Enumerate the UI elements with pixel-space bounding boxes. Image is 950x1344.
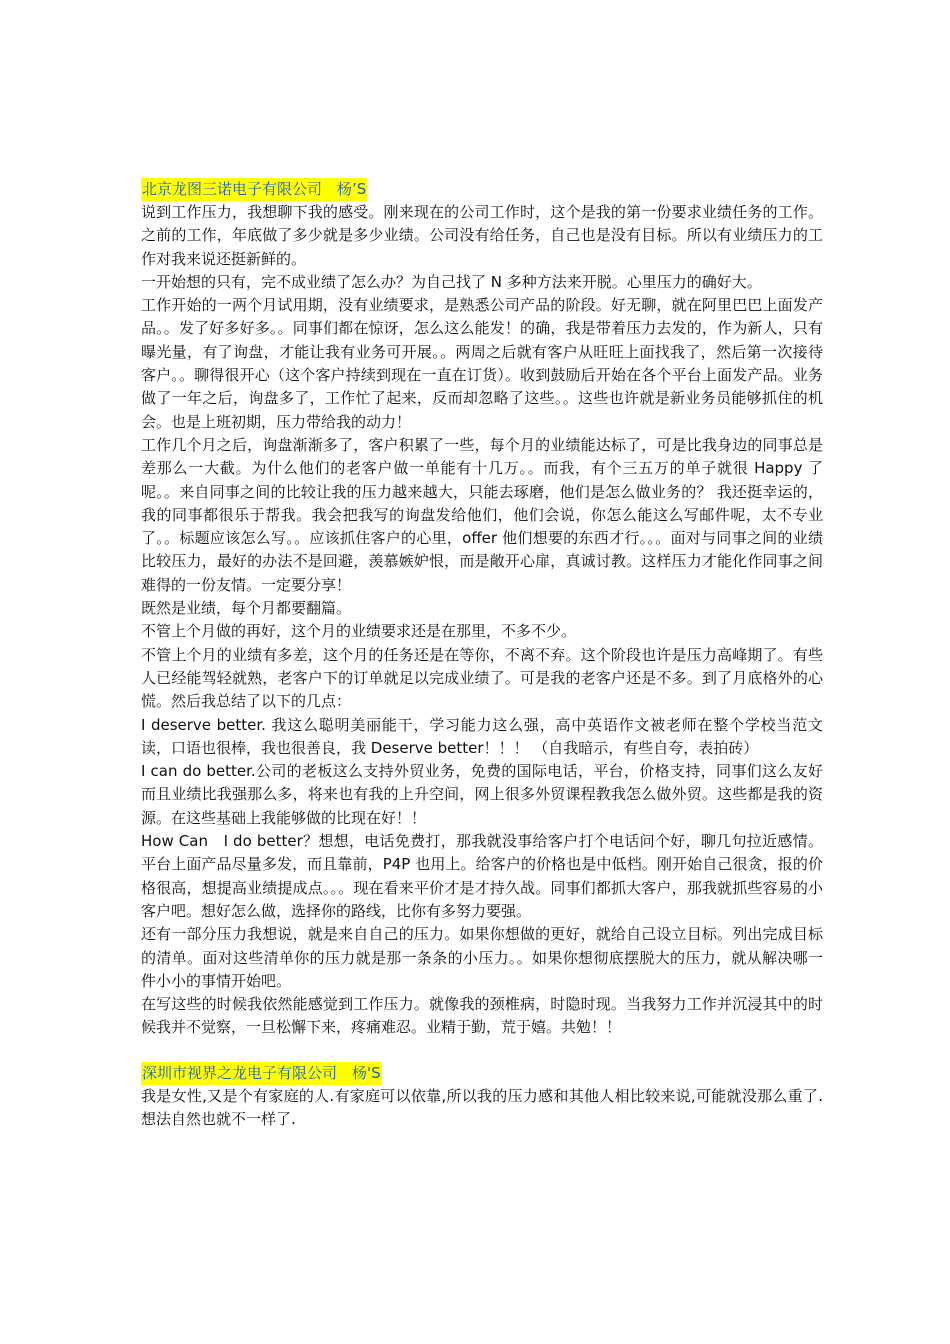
section-gap [141, 1040, 823, 1062]
paragraph: 一开始想的只有，完不成业绩了怎么办？为自己找了 N 多种方法来开脱。心里压力的确好大。 [141, 272, 762, 291]
paragraph: 我是女性,又是个有家庭的人.有家庭可以依靠,所以我的压力感和其他人相比较来说,可能就没那么重了.想法自然也就不一样了. [141, 1086, 823, 1128]
paragraph: 工作开始的一两个月试用期，没有业绩要求，是熟悉公司产品的阶段。好无聊，就在阿里巴巴上面发产品。。发了好多好多。。同事们都在惊讶，怎么这么能发！的确，我是带着压力去发的，作为新人，只有曝光量，有了询盘，才能让我有业务可开展。。两周之后就有客户从旺旺上面找我了，然后第一次接待客户。。聊得很开心（这个客户持续到现在一直在订货）。收到鼓励后开始在各个平台上面发产品。业务做了一年之后，询盘多了，工作忙了起来，反而却忽略了这些。。这些也许就是新业务员能够抓住的机会。也是上班初期，压力带给我的动力！ [141, 296, 823, 431]
paragraph: I deserve better. 我这么聪明美丽能干，学习能力这么强，高中英语作文被老师在整个学校当范文读，口语也很棒，我也很善良，我 Deserve better！！！ （自我暗示，有些自夸，表拍砖） [141, 715, 823, 757]
document-page [141, 178, 823, 1131]
paragraph: 工作几个月之后，询盘渐渐多了，客户积累了一些，每个月的业绩能达标了，可是比我身边的同事总是差那么一大截。为什么他们的老客户做一单能有十几万。。而我，有个三五万的单子就很 Happy 了呢。。来自同事之间的比较让我的压力越来越大，只能去琢磨，他们是怎么做业务的？ 我还挺幸运的，我的同事都很乐于帮我。我会把我写的询盘发给他们，他们会说，你怎么能这么写邮件呢，太不专业了。。标题应该怎么写。。应该抓住客户的心里，offer 他们想要的东西才行。。。面对与同事之间的业绩比较压力，最好的办法不是回避，羡慕嫉妒恨，而是敞开心扉，真诚讨教。这样压力才能化作同事之间难得的一份友情。一定要分享！ [141, 435, 823, 594]
section-shenzhen [141, 1062, 823, 1132]
paragraph: 既然是业绩，每个月都要翻篇。 [141, 599, 352, 618]
paragraph: 还有一部分压力我想说，就是来自自己的压力。如果你想做的更好，就给自己设立目标。列出完成目标的清单。面对这些清单你的压力就是那一条条的小压力。。如果你想彻底摆脱大的压力，就从解决哪一件小小的事情开始吧。 [141, 925, 823, 990]
section-heading: 深圳市视界之龙电子有限公司 杨'S [141, 1062, 382, 1085]
paragraph: 说到工作压力，我想聊下我的感受。刚来现在的公司工作时，这个是我的第一份要求业绩任务的工作。之前的工作，年底做了多少就是多少业绩。公司没有给任务，自己也是没有目标。所以有业绩压力的工作对我来说还挺新鲜的。 [141, 203, 823, 268]
paragraph: I can do better.公司的老板这么支持外贸业务，免费的国际电话，平台，价格支持，同事们这么友好而且业绩比我强那么多，将来也有我的上升空间，网上很多外贸课程教我怎么做外贸。这些都是我的资源。在这些基础上我能够做的比现在好！！ [141, 762, 823, 827]
section-heading: 北京龙图三诺电子有限公司 杨’S [141, 178, 367, 201]
paragraph: How Can I do better？想想，电话免费打，那我就没事给客户打个电话问个好，聊几句拉近感情。平台上面产品尽量多发，而且靠前，P4P 也用上。给客户的价格也是中低档。刚开始自己很贪，报的价格很高，想提高业绩提成点。。。现在看来平价才是才持久战。同事们都抓大客户，那我就抓些容易的小客户吧。想好怎么做，选择你的路线，比你有多努力要强。 [141, 832, 823, 920]
section-beijing [141, 178, 823, 1040]
paragraph: 不管上个月的业绩有多差，这个月的任务还是在等你，不离不弃。这个阶段也许是压力高峰期了。有些人已经能驾轻就熟，老客户下的订单就足以完成业绩了。可是我的老客户还是不多。到了月底格外的心慌。然后我总结了以下的几点： [141, 645, 823, 711]
paragraph: 在写这些的时候我依然能感觉到工作压力。就像我的颈椎病，时隐时现。当我努力工作并沉浸其中的时候我并不觉察，一旦松懈下来，疼痛难忍。业精于勤，荒于嬉。共勉！！ [141, 995, 823, 1037]
paragraph: 不管上个月做的再好，这个月的业绩要求还是在那里，不多不少。 [141, 622, 577, 641]
